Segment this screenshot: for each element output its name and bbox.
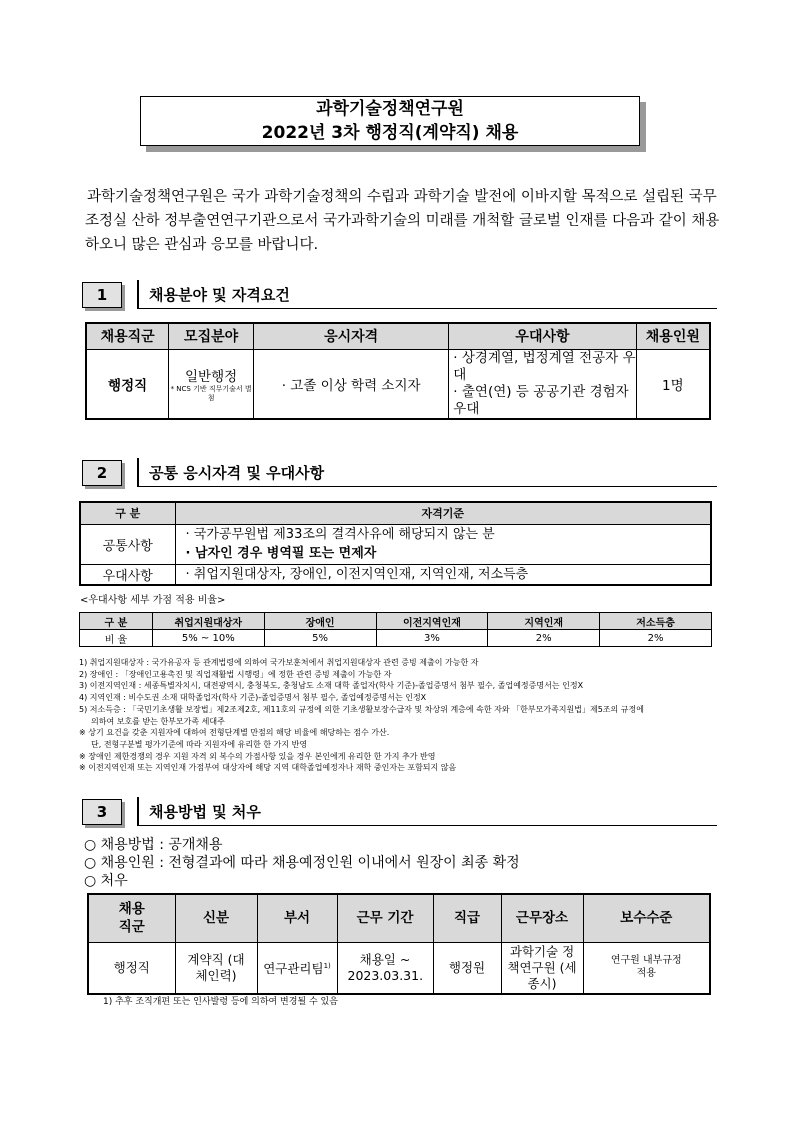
compensation-table xyxy=(87,893,711,995)
header-label: 채용 직군 xyxy=(118,901,145,936)
row-label: 우대사항 xyxy=(80,564,175,585)
preference-cell xyxy=(449,349,636,419)
header-cell: 신분 xyxy=(175,894,257,942)
list-item: ○ 처우 xyxy=(84,873,128,889)
table-header-row xyxy=(86,323,710,349)
criteria-cell: · 취업지원대상자, 장애인, 이전지역인재, 지역인재, 저소득층 xyxy=(175,564,711,585)
pay-cell xyxy=(583,942,710,994)
footnote: 단, 전형구분별 평가기준에 따라 지원자에 유리한 한 가지 반영 xyxy=(91,739,308,749)
footnote: ※ 장애인 제한경쟁의 경우 지원 자격 외 복수의 가점사항 있을 경우 본인에게 유리한 한 가지 추가 반영 xyxy=(79,751,436,761)
count-cell: 1명 xyxy=(636,349,710,419)
period-cell xyxy=(337,942,433,994)
status-cell xyxy=(175,942,257,994)
section-number: 3 xyxy=(82,799,122,825)
header-cell: 구 분 xyxy=(80,613,153,630)
criteria-line: · 남자인 경우 병역필 또는 면제자 xyxy=(185,546,377,561)
header-cell: 장애인 xyxy=(264,613,376,630)
section-number: 1 xyxy=(82,282,122,308)
footnote: 5) 저소득층 : 「국민기초생활 보장법」제2조제2호, 제11호의 규정에 의한 기초생활보장수급자 및 차상위 계층에 속한 자와 「한부모가족지원법」제5조의 규정에 xyxy=(79,704,644,714)
footnote: ※ 이전지역인재 또는 지역인재 가점부여 대상자에 해당 지역 대학졸업예정자나 재학 중인자는 포함되지 않음 xyxy=(79,763,457,773)
status-label: 계약직 (대체인력) xyxy=(187,951,245,983)
header-cell: 응시자격 xyxy=(253,323,448,349)
section-title: 공통 응시자격 및 우대사항 xyxy=(149,464,325,482)
criteria-line: · 국가공무원법 제33조의 결격사유에 해당되지 않는 분 xyxy=(185,527,495,542)
footnote: 4) 지역인재 : 비수도권 소재 대학졸업자(학사 기준)-졸업증명서 첨부 필수, 졸업예정증명서는 인정X xyxy=(79,693,427,703)
section-2-header xyxy=(82,460,717,490)
header-cell: 구 분 xyxy=(80,502,175,524)
header-cell: 근무장소 xyxy=(501,894,583,942)
footnote: 의하여 보호를 받는 한부모가족 세대주 xyxy=(91,716,225,726)
preference-line: · 출연(연) 등 공공기관 경험자 우대 xyxy=(453,383,629,417)
header-cell: 모집분야 xyxy=(169,323,254,349)
divider xyxy=(137,280,139,308)
header-cell: 이전지역인재 xyxy=(376,613,488,630)
job-cell: 행정직 xyxy=(88,942,175,994)
intro-paragraph: 과학기술정책연구원은 국가 과학기술정책의 수립과 과학기술 발전에 이바지할 목적으로 설립된 국무조정실 산하 정부출연연구기관으로서 국가과학기술의 미래를 개척할 글로벌 인재를 다음과 같이 채용하오니 많은 관심과 응모를 바랍니다. xyxy=(85,189,720,253)
footnote: 1) 취업지원대상자 : 국가유공자 등 관계법령에 의하여 국가보훈처에서 취업지원대상자 관련 증빙 제출이 가능한 자 xyxy=(79,658,479,667)
section-3-header xyxy=(82,799,717,829)
row-label: 공통사항 xyxy=(80,524,175,564)
title-line2: 2022년 3차 행정직(계약직) 채용 xyxy=(261,123,519,143)
table-row xyxy=(88,942,710,994)
section-title: 채용방법 및 처우 xyxy=(149,803,261,821)
table-header-row xyxy=(80,613,712,630)
table-header-row xyxy=(80,502,711,524)
field-note: * NCS 기반 직무기술서 별첨 xyxy=(170,384,252,402)
title-line1: 과학기술정책연구원 xyxy=(316,99,464,119)
rate-cell: 비 율 xyxy=(80,630,153,647)
rate-cell: 5% ~ 10% xyxy=(152,630,264,647)
footnote: ※ 상기 요건을 갖춘 지원자에 대하여 전형단계별 만점의 해당 비율에 해당하는 점수 가산. xyxy=(79,728,390,738)
header-cell: 채용인원 xyxy=(636,323,710,349)
bonus-rate-table xyxy=(79,612,712,647)
footnotes xyxy=(79,657,719,774)
rate-cell: 2% xyxy=(600,630,712,647)
dept-label: 연구관리팀 xyxy=(263,961,324,977)
header-cell xyxy=(88,894,175,942)
list-item: ○ 채용인원 : 전형결과에 따라 채용예정인원 이내에서 원장이 최종 확정 xyxy=(84,855,520,871)
place-label: 과학기술 정책연구원 (세종시) xyxy=(507,943,577,991)
qualification-cell: · 고졸 이상 학력 소지자 xyxy=(253,349,448,419)
rate-cell: 5% xyxy=(264,630,376,647)
divider xyxy=(137,486,717,487)
header-cell: 저소득층 xyxy=(600,613,712,630)
field-label: 일반행정 xyxy=(185,368,238,385)
table-row xyxy=(80,524,711,564)
preference-line: · 상경계열, 법정계열 전공자 우대 xyxy=(453,349,636,383)
title-box xyxy=(140,96,640,146)
header-cell: 직급 xyxy=(433,894,501,942)
place-cell xyxy=(501,942,583,994)
table-header-row xyxy=(88,894,710,942)
header-cell: 부서 xyxy=(257,894,337,942)
grade-cell: 행정원 xyxy=(433,942,501,994)
table-footnote: 1) 추후 조직개편 또는 인사발령 등에 의하여 변경될 수 있음 xyxy=(103,997,338,1007)
rate-cell: 2% xyxy=(488,630,600,647)
header-cell: 지역인재 xyxy=(488,613,600,630)
header-cell: 자격기준 xyxy=(175,502,711,524)
header-cell: 채용직군 xyxy=(86,323,169,349)
dept-cell xyxy=(257,942,337,994)
header-cell: 근무 기간 xyxy=(337,894,433,942)
method-list xyxy=(84,836,520,890)
divider xyxy=(137,825,717,826)
common-qualification-table xyxy=(79,501,712,586)
criteria-cell xyxy=(175,524,711,564)
divider xyxy=(137,458,139,486)
table-row xyxy=(80,630,712,647)
header-cell: 보수수준 xyxy=(583,894,710,942)
table-row xyxy=(86,349,710,419)
list-item: ○ 채용방법 : 공개채용 xyxy=(84,837,223,853)
period-label: 채용일 ~ 2023.03.31. xyxy=(347,951,424,983)
table-row xyxy=(80,564,711,585)
divider xyxy=(137,308,717,309)
divider xyxy=(137,797,139,825)
footnote: 2) 장애인 : 「장애인고용촉진 및 직업재활법 시행령」에 정한 관련 증빙 제출이 가능한 자 xyxy=(79,669,392,679)
job-cell: 행정직 xyxy=(86,349,169,419)
recruitment-table xyxy=(85,322,711,420)
field-cell xyxy=(169,349,254,419)
section-1-header xyxy=(82,282,717,312)
rate-table-title: <우대사항 세부 가점 적용 비율> xyxy=(80,595,226,606)
header-cell: 취업지원대상자 xyxy=(152,613,264,630)
rate-cell: 3% xyxy=(376,630,488,647)
section-number: 2 xyxy=(82,460,122,486)
pay-label: 연구원 내부규정 적용 xyxy=(610,954,682,979)
footnote-marker: 1) xyxy=(323,962,331,971)
section-title: 채용분야 및 자격요건 xyxy=(149,286,290,304)
header-cell: 우대사항 xyxy=(449,323,636,349)
footnote: 3) 이전지역인재 : 세종특별자치시, 대전광역시, 충청북도, 충청남도 소재 대학 졸업자(학사 기준)-졸업증명서 첨부 필수, 졸업예정증명서는 인정X xyxy=(79,681,584,691)
